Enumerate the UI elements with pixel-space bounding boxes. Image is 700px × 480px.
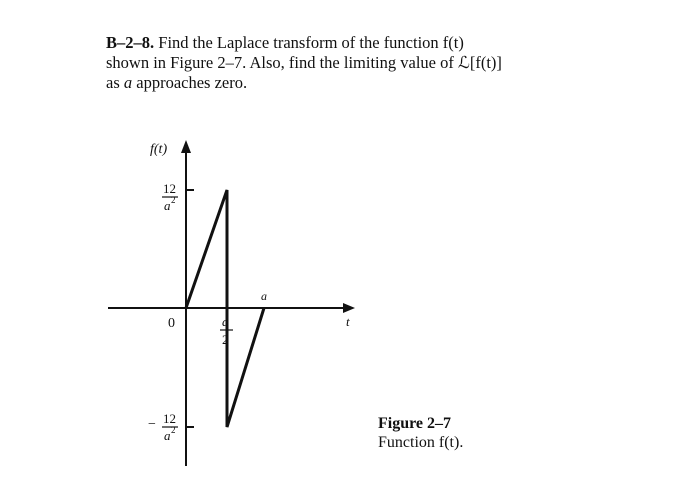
x-axis-label: t [346,314,350,329]
problem-line-1-text: Find the Laplace transform of the function f(t) [158,33,464,52]
caption-text: Function f(t). [378,434,464,451]
problem-line-2: shown in Figure 2–7. Also, find the limiting value of ℒ[f(t)] [106,53,502,72]
top-value-denominator: a [164,198,171,213]
bottom-value-denominator: a [164,428,171,443]
problem-line-3-pre: as [106,73,124,92]
bottom-value-numerator: 12 [163,411,176,426]
half-a-denominator: 2 [222,332,229,347]
y-axis-arrow-icon [181,140,191,153]
problem-line-3-post: approaches zero. [132,73,248,92]
top-value-exponent: 2 [171,195,176,205]
caption-title: Figure 2–7 [378,415,452,432]
variable-a: a [123,73,133,92]
a-label: a [261,289,267,303]
bottom-value-exponent: 2 [171,425,176,435]
y-axis-label: f(t) [150,142,168,157]
problem-id: B–2–8. [106,33,155,52]
x-axis-arrow-icon [343,303,355,313]
top-value-numerator: 12 [163,181,176,196]
origin-label: 0 [168,316,175,331]
figure-caption [378,414,463,452]
bottom-value-sign: − [148,417,156,432]
half-a-numerator: a [222,314,229,329]
